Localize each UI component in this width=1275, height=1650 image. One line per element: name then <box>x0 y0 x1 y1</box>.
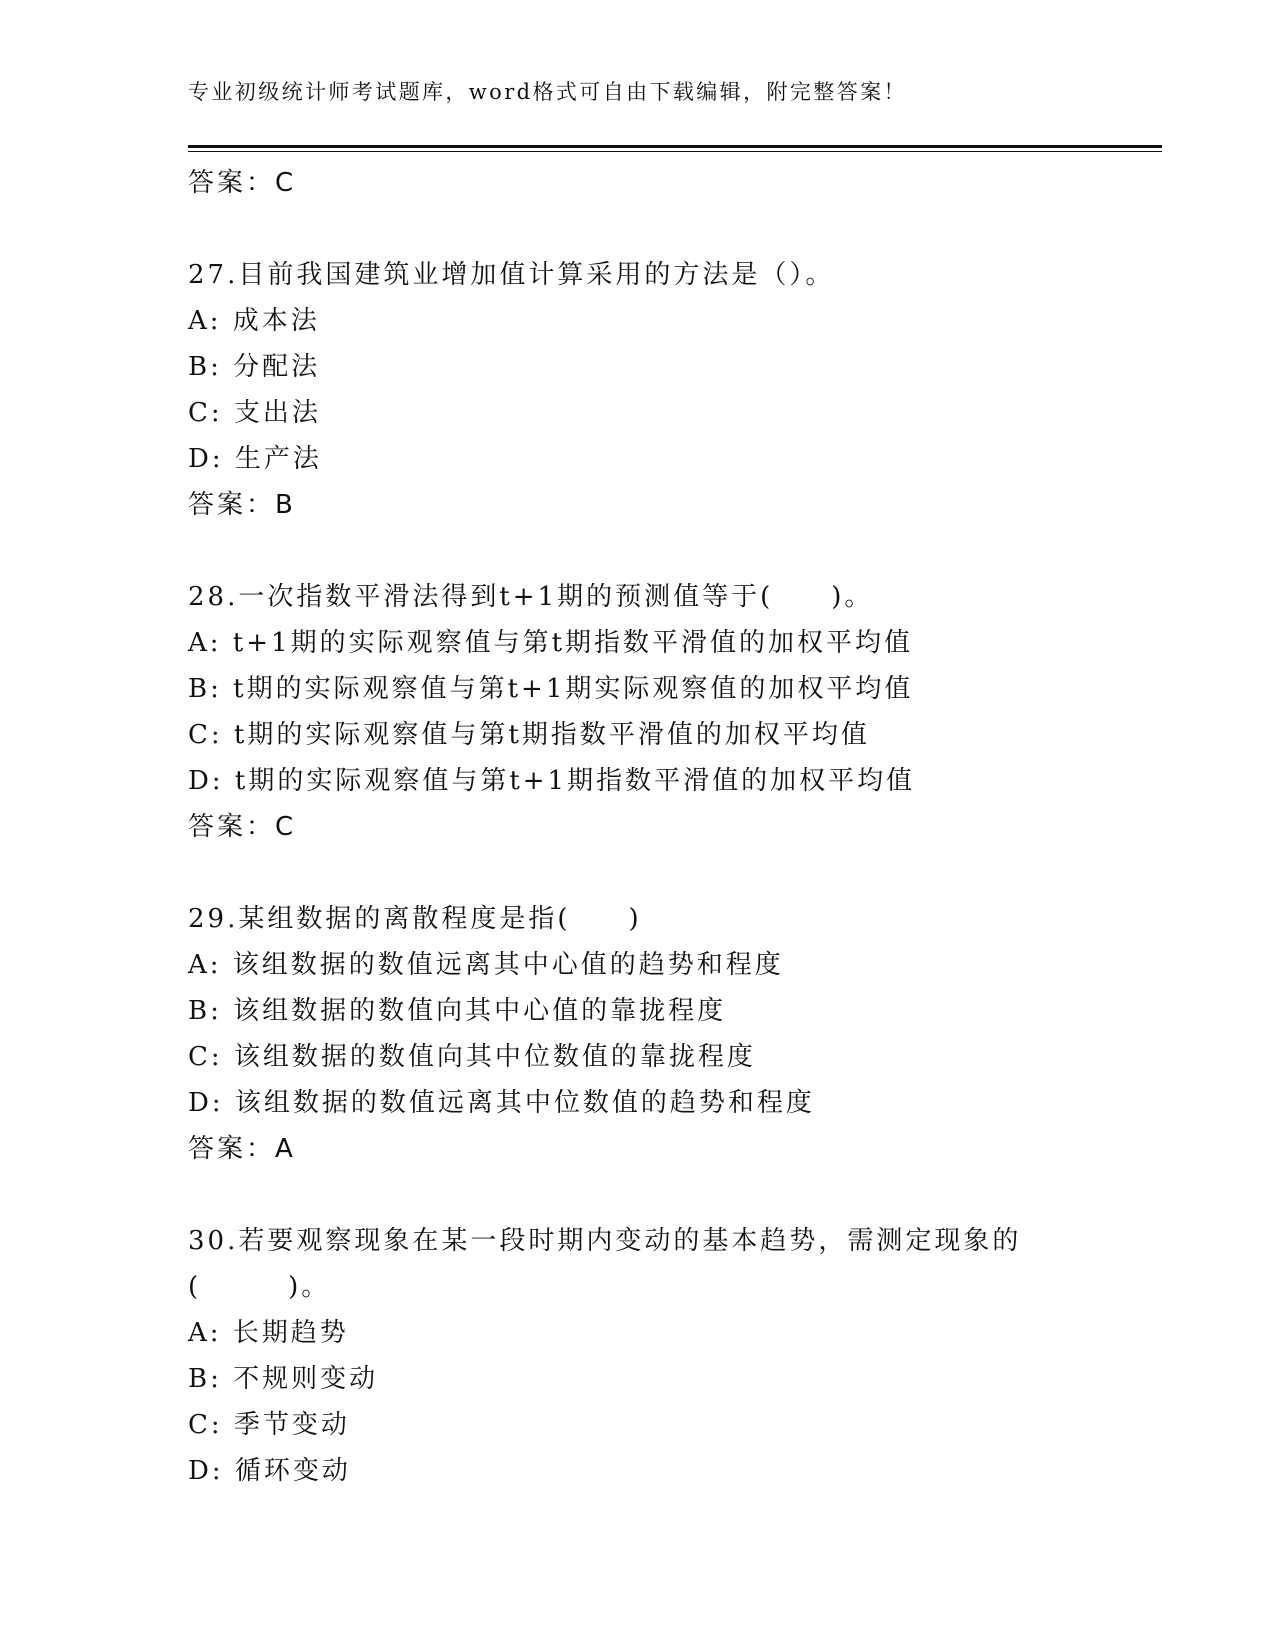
option-d: D: t期的实际观察值与第t+1期指数平滑值的加权平均值 <box>188 766 916 796</box>
question-29 <box>188 896 1168 1172</box>
option-a: A: 长期趋势 <box>188 1318 349 1348</box>
option-a: A: 成本法 <box>188 306 320 336</box>
option-d: D: 该组数据的数值远离其中位数值的趋势和程度 <box>188 1088 815 1118</box>
option-a: A: t+1期的实际观察值与第t期指数平滑值的加权平均值 <box>188 628 914 658</box>
option-a: A: 该组数据的数值远离其中心值的趋势和程度 <box>188 950 784 980</box>
option-c: C: 该组数据的数值向其中位数值的靠拢程度 <box>188 1042 756 1072</box>
page-header: 专业初级统计师考试题库，word格式可自由下载编辑，附完整答案！ <box>188 80 907 104</box>
option-b: B: t期的实际观察值与第t+1期实际观察值的加权平均值 <box>188 674 914 704</box>
option-d: D: 循环变动 <box>188 1456 351 1486</box>
option-c: C: t期的实际观察值与第t期指数平滑值的加权平均值 <box>188 720 870 750</box>
question-list <box>188 160 1168 1494</box>
option-d: D: 生产法 <box>188 444 322 474</box>
question-stem-continued: ( )。 <box>188 1272 331 1302</box>
option-b: B: 该组数据的数值向其中心值的靠拢程度 <box>188 996 727 1026</box>
question-27 <box>188 252 1168 528</box>
option-b: B: 不规则变动 <box>188 1364 379 1394</box>
option-c: C: 支出法 <box>188 398 321 428</box>
answer: 答案：C <box>188 812 297 842</box>
question-30 <box>188 1218 1168 1494</box>
question-stem: 29.某组数据的离散程度是指( ) <box>188 904 642 934</box>
answer: 答案：A <box>188 1134 296 1164</box>
answer: 答案：B <box>188 490 296 520</box>
question-28 <box>188 574 1168 850</box>
question-stem: 27.目前我国建筑业增加值计算采用的方法是（）。 <box>188 260 835 290</box>
header-divider <box>188 145 1162 148</box>
answer-26: 答案：C <box>188 168 297 198</box>
question-stem: 28.一次指数平滑法得到t+1期的预测值等于( )。 <box>188 582 874 612</box>
option-c: C: 季节变动 <box>188 1410 350 1440</box>
option-b: B: 分配法 <box>188 352 321 382</box>
header-divider-thin <box>188 151 1162 152</box>
question-stem: 30.若要观察现象在某一段时期内变动的基本趋势，需测定现象的 <box>188 1226 1022 1256</box>
